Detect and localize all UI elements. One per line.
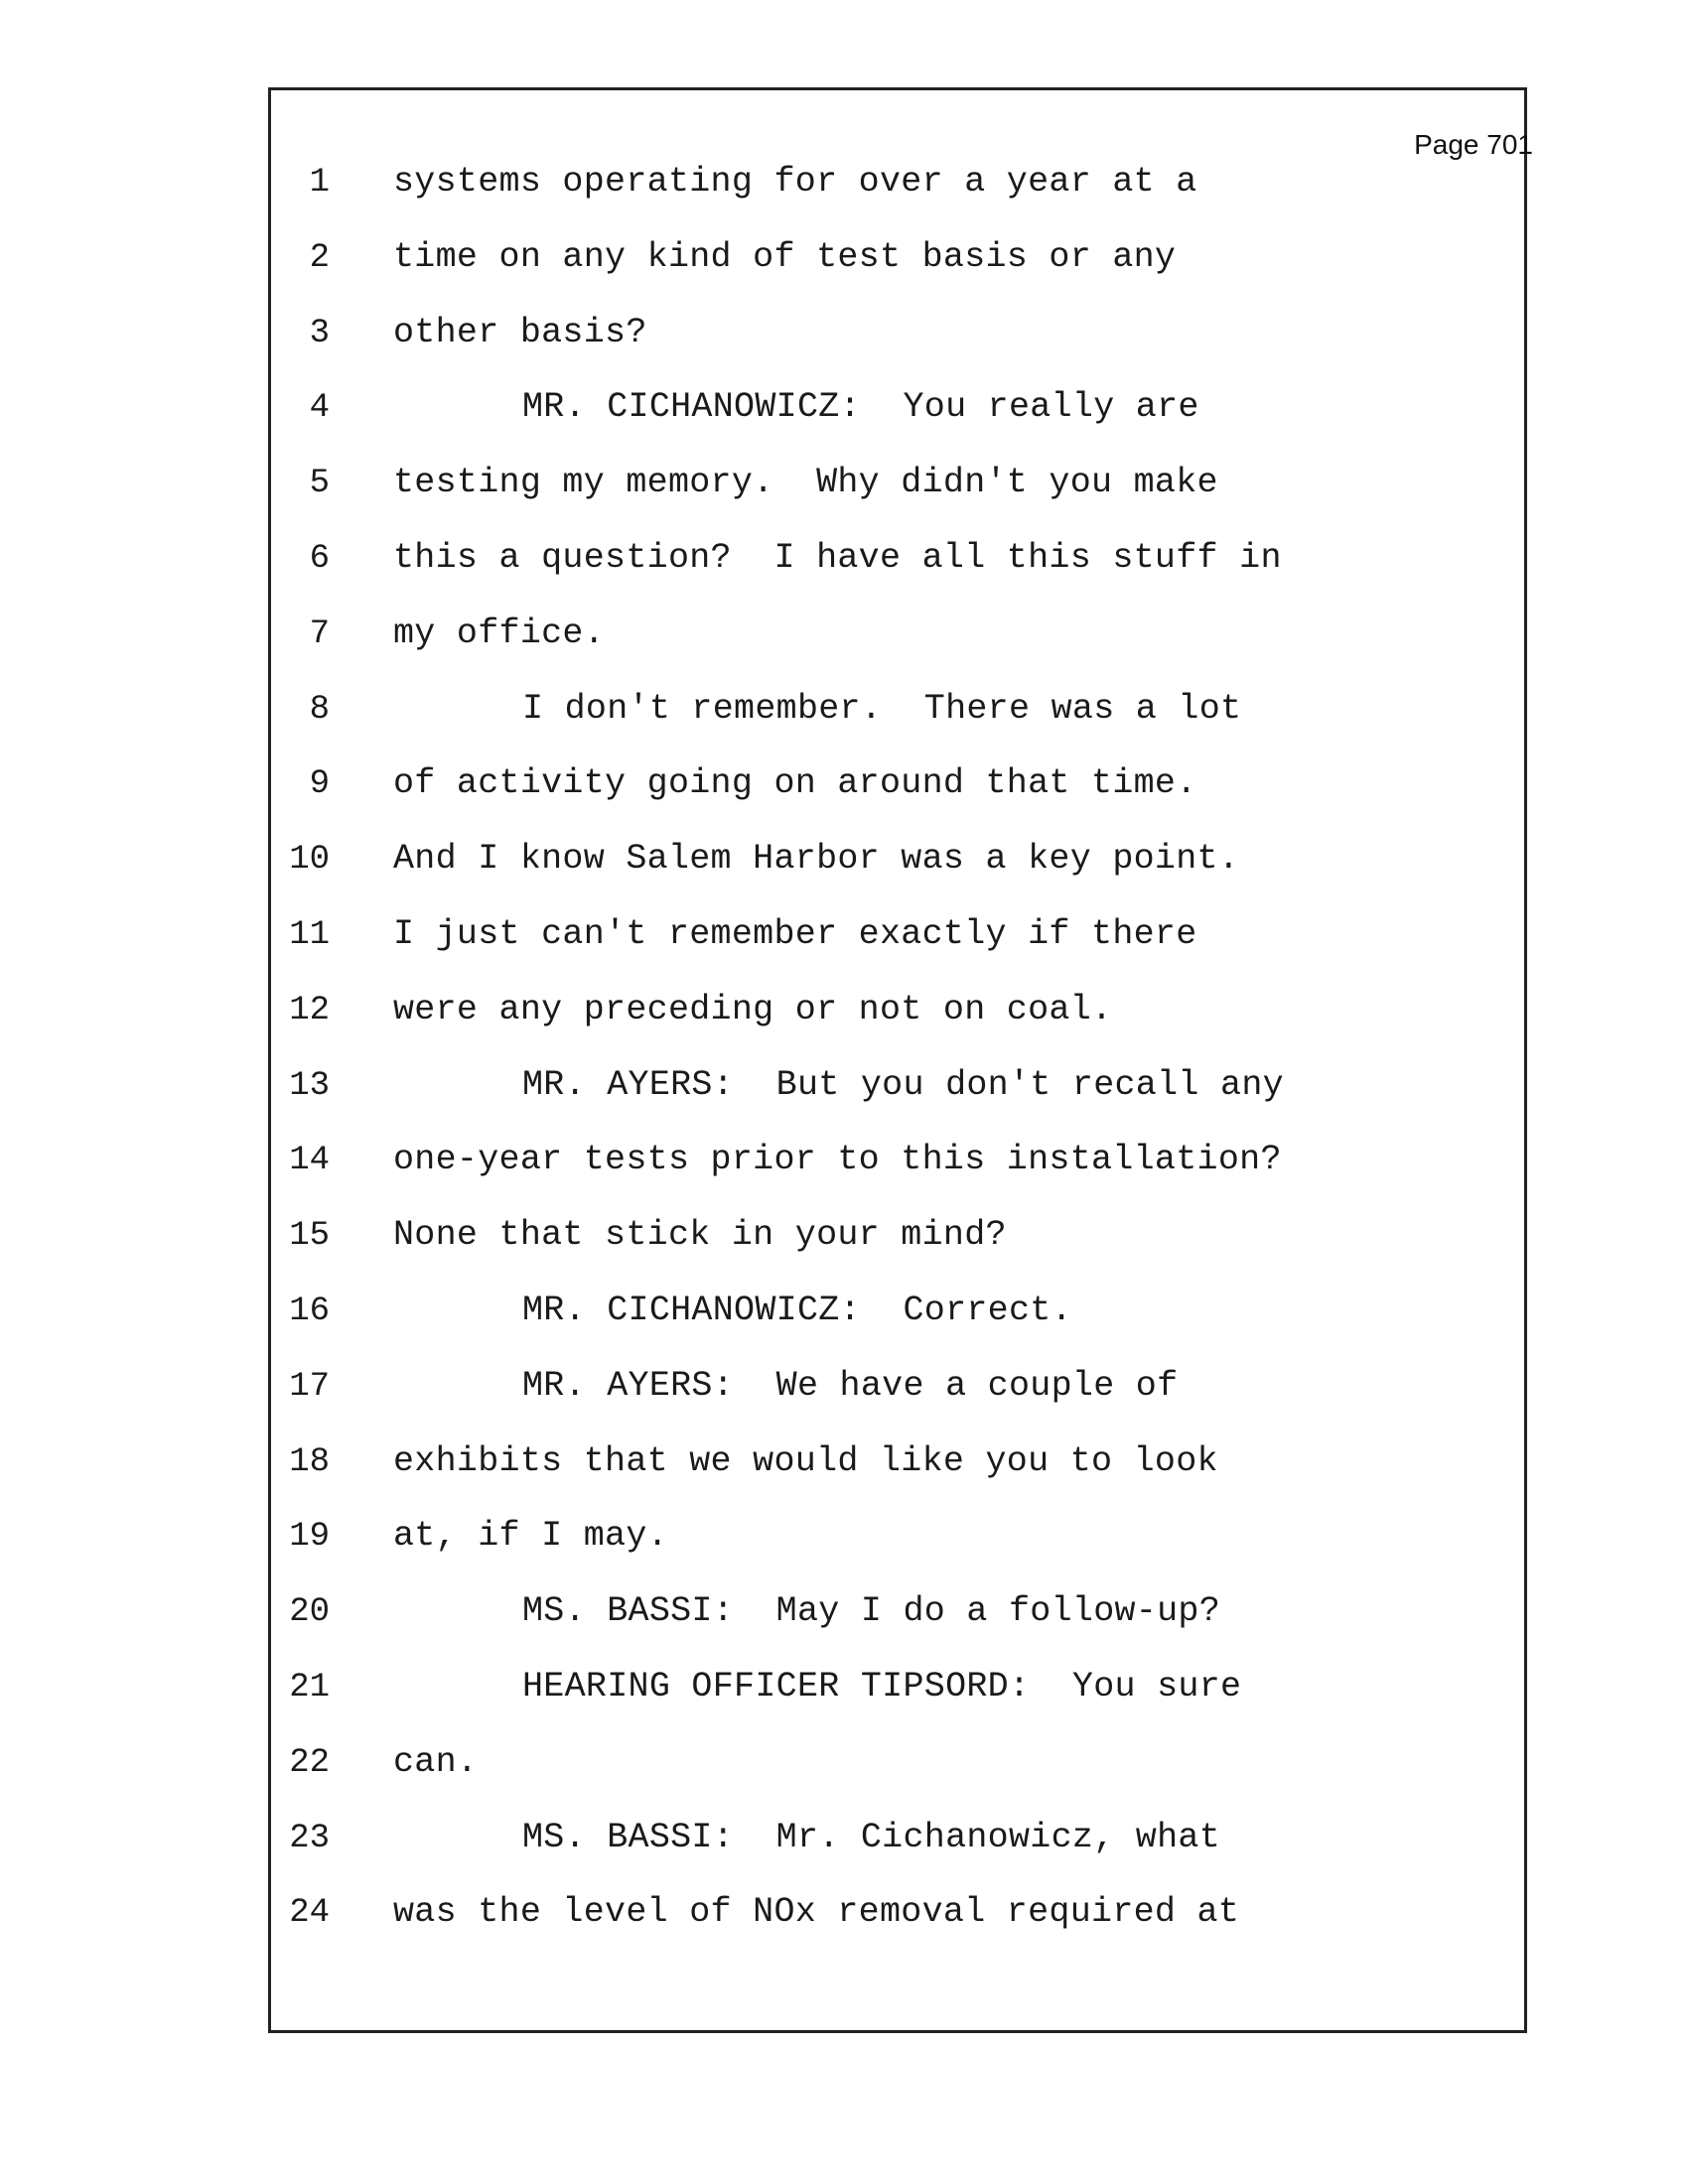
line-number: 19	[289, 1518, 330, 1557]
transcript-line	[278, 1433, 1420, 1509]
transcript-line	[278, 831, 1420, 906]
transcript-line	[278, 154, 1420, 229]
line-number: 17	[289, 1367, 330, 1406]
line-text: my office.	[393, 613, 606, 653]
line-text: MR. CICHANOWICZ: Correct.	[522, 1290, 1072, 1330]
line-text: other basis?	[393, 312, 647, 352]
transcript-line	[278, 906, 1420, 982]
transcript-line	[278, 530, 1420, 606]
line-text: testing my memory. Why didn't you make	[393, 463, 1218, 503]
line-text: at, if I may.	[393, 1516, 668, 1557]
transcript-line	[278, 1810, 1420, 1885]
line-number: 14	[289, 1142, 330, 1180]
line-text: time on any kind of test basis or any	[393, 236, 1177, 277]
transcript-line	[278, 1283, 1420, 1358]
transcript-line	[278, 1132, 1420, 1207]
line-number: 11	[289, 915, 330, 954]
transcript-line	[278, 755, 1420, 831]
line-number: 4	[309, 389, 330, 428]
line-text: I just can't remember exactly if there	[393, 913, 1197, 954]
line-number: 16	[289, 1292, 330, 1330]
line-number: 6	[309, 539, 330, 578]
line-text: one-year tests prior to this installation?	[393, 1140, 1282, 1180]
transcript-line	[278, 379, 1420, 455]
line-number: 1	[309, 164, 330, 202]
line-number: 9	[309, 765, 330, 804]
line-text: MR. AYERS: We have a couple of	[522, 1365, 1179, 1406]
transcript-line	[278, 1583, 1420, 1659]
transcript-line	[278, 455, 1420, 530]
line-text: HEARING OFFICER TIPSORD: You sure	[522, 1666, 1242, 1706]
line-text: this a question? I have all this stuff in	[393, 537, 1282, 578]
line-number: 7	[309, 614, 330, 653]
transcript-line	[278, 1358, 1420, 1433]
line-number: 24	[289, 1894, 330, 1933]
line-number: 21	[289, 1668, 330, 1706]
line-number: 20	[289, 1593, 330, 1632]
transcript-body	[278, 154, 1420, 1960]
page-number: Page 701	[1414, 129, 1533, 160]
line-text: None that stick in your mind?	[393, 1215, 1007, 1256]
transcript-line	[278, 606, 1420, 681]
transcript-line	[278, 982, 1420, 1057]
line-number: 13	[289, 1066, 330, 1105]
transcript-line	[278, 229, 1420, 305]
line-text: was the level of NOx removal required at	[393, 1892, 1240, 1933]
line-text: I don't remember. There was a lot	[522, 688, 1242, 729]
line-text: MR. CICHANOWICZ: You really are	[522, 387, 1199, 428]
line-number: 8	[309, 690, 330, 729]
line-number: 18	[289, 1442, 330, 1481]
line-text: MS. BASSI: May I do a follow-up?	[522, 1591, 1221, 1632]
line-number: 23	[289, 1819, 330, 1857]
transcript-line	[278, 1508, 1420, 1583]
line-number: 10	[289, 841, 330, 880]
transcript-line	[278, 681, 1420, 756]
transcript-line	[278, 1734, 1420, 1810]
line-text: And I know Salem Harbor was a key point.	[393, 839, 1240, 880]
line-text: exhibits that we would like you to look	[393, 1440, 1218, 1481]
line-text: MR. AYERS: But you don't recall any	[522, 1064, 1284, 1105]
line-number: 5	[309, 465, 330, 503]
line-text: of activity going on around that time.	[393, 763, 1197, 804]
line-text: can.	[393, 1741, 479, 1782]
line-text: MS. BASSI: Mr. Cichanowicz, what	[522, 1817, 1221, 1857]
line-number: 12	[289, 991, 330, 1029]
line-number: 2	[309, 238, 330, 277]
line-number: 15	[289, 1217, 330, 1256]
line-text: systems operating for over a year at a	[393, 162, 1197, 202]
line-number: 3	[309, 314, 330, 352]
transcript-line	[278, 305, 1420, 380]
transcript-line	[278, 1659, 1420, 1734]
line-text: were any preceding or not on coal.	[393, 989, 1113, 1029]
transcript-line	[278, 1057, 1420, 1133]
line-number: 22	[289, 1743, 330, 1782]
transcript-line	[278, 1207, 1420, 1283]
transcript-line	[278, 1884, 1420, 1960]
